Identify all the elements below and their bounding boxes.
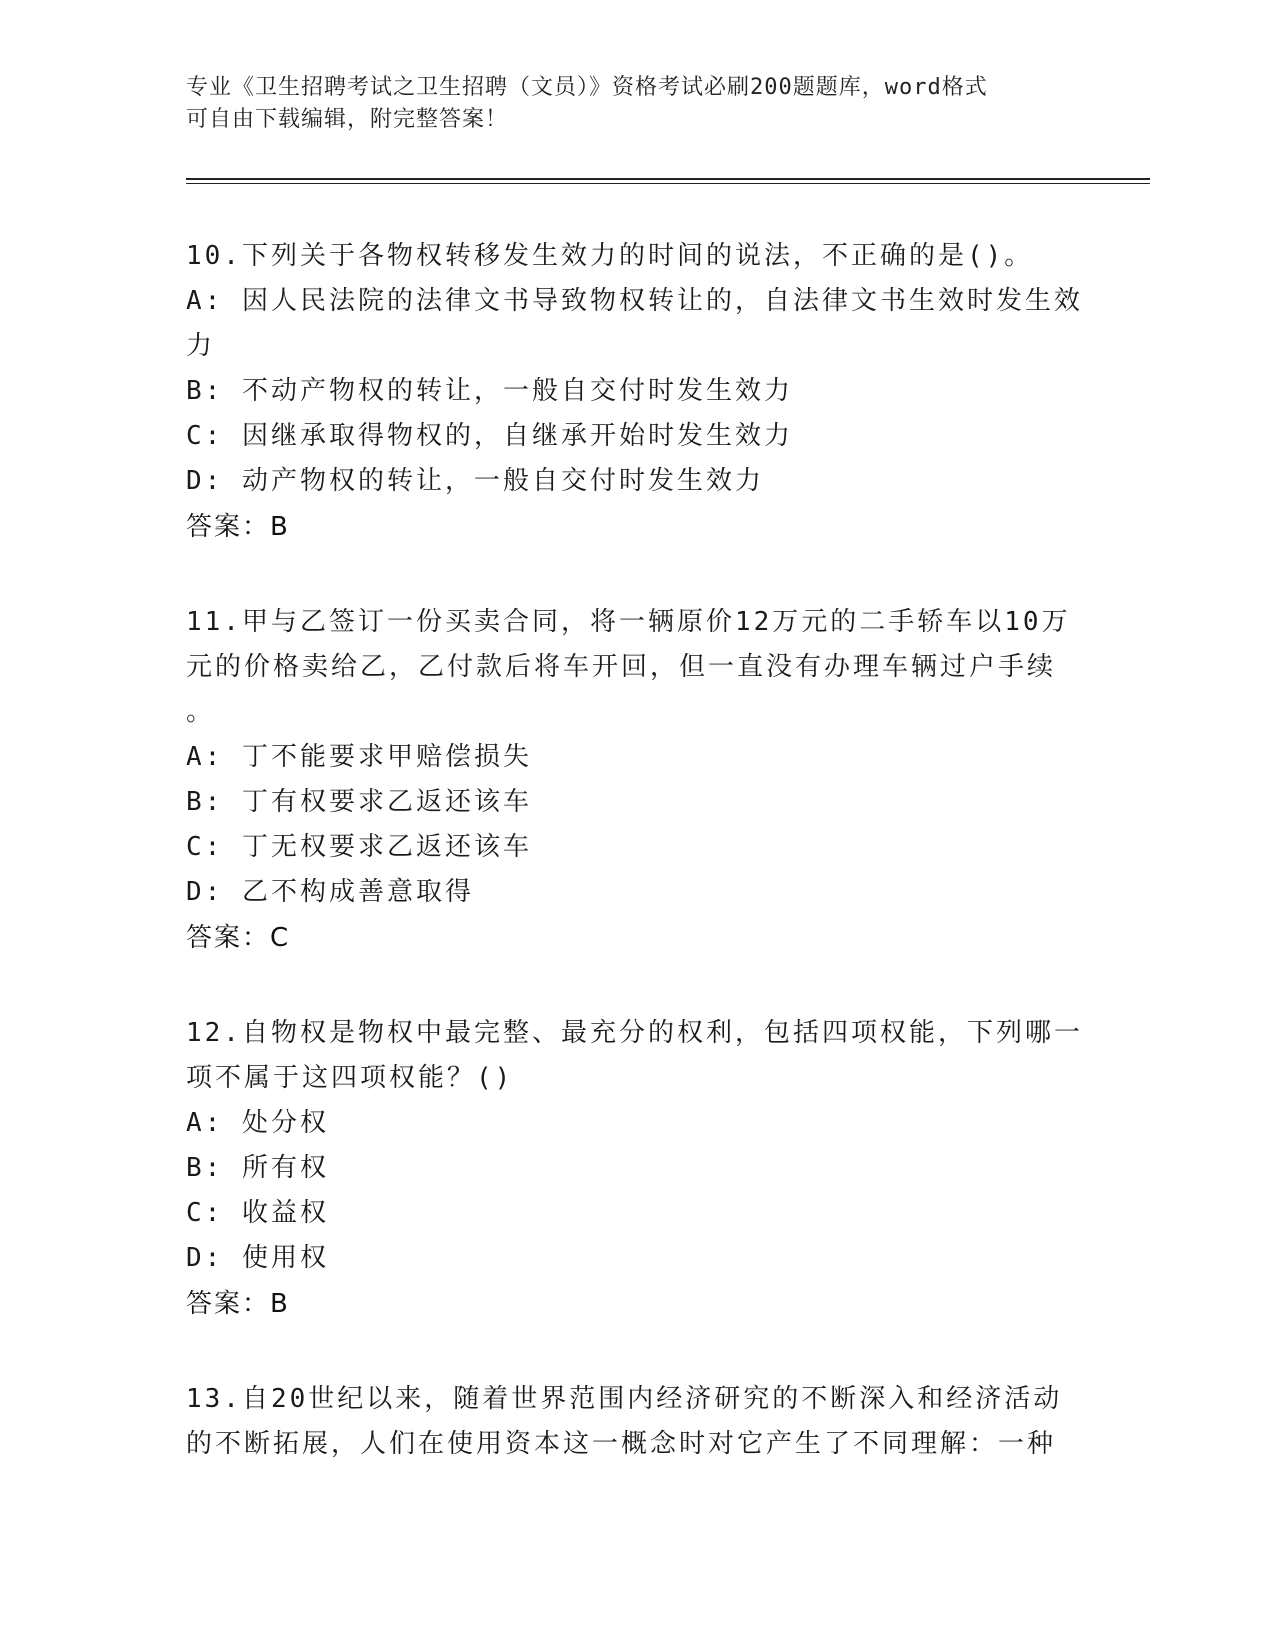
answer-option: D: 乙不构成善意取得	[186, 877, 474, 907]
answer-option: C: 因继承取得物权的，自继承开始时发生效力	[186, 421, 793, 451]
header-divider-thin	[186, 183, 1150, 184]
question-stem-line: 。	[186, 697, 216, 727]
answer-option: C: 收益权	[186, 1198, 329, 1228]
answer-option: B: 丁有权要求乙返还该车	[186, 787, 532, 817]
document-header	[186, 72, 1086, 136]
answer-option: 力	[186, 331, 216, 361]
question-11	[186, 600, 1086, 961]
answer-option: A: 处分权	[186, 1108, 329, 1138]
question-stem-line: 13.自20世纪以来，随着世界范围内经济研究的不断深入和经济活动	[186, 1384, 1063, 1414]
question-10	[186, 234, 1086, 550]
answer-key: 答案：C	[186, 923, 291, 953]
answer-option: B: 不动产物权的转让，一般自交付时发生效力	[186, 376, 793, 406]
header-divider-thick	[186, 178, 1150, 180]
question-list	[186, 234, 1086, 1517]
question-stem-line: 11.甲与乙签订一份买卖合同，将一辆原价12万元的二手轿车以10万	[186, 607, 1071, 637]
answer-option: D: 使用权	[186, 1243, 329, 1273]
header-line-1: 专业《卫生招聘考试之卫生招聘（文员）》资格考试必刷200题题库，word格式	[186, 75, 988, 100]
answer-key: 答案：B	[186, 512, 290, 542]
header-line-2: 可自由下载编辑，附完整答案！	[186, 107, 509, 132]
question-stem-line: 的不断拓展，人们在使用资本这一概念时对它产生了不同理解：一种	[186, 1429, 1057, 1459]
question-stem-line: 元的价格卖给乙，乙付款后将车开回，但一直没有办理车辆过户手续	[186, 652, 1057, 682]
answer-option: D: 动产物权的转让，一般自交付时发生效力	[186, 466, 764, 496]
answer-key: 答案：B	[186, 1289, 290, 1319]
question-13	[186, 1377, 1086, 1467]
question-stem-line: 10.下列关于各物权转移发生效力的时间的说法，不正确的是()。	[186, 241, 1034, 271]
answer-option: B: 所有权	[186, 1153, 329, 1183]
question-12	[186, 1011, 1086, 1327]
answer-option: A: 因人民法院的法律文书导致物权转让的，自法律文书生效时发生效	[186, 286, 1083, 316]
answer-option: A: 丁不能要求甲赔偿损失	[186, 742, 532, 772]
question-stem-line: 项不属于这四项权能？()	[186, 1063, 514, 1093]
answer-option: C: 丁无权要求乙返还该车	[186, 832, 532, 862]
question-stem-line: 12.自物权是物权中最完整、最充分的权利，包括四项权能，下列哪一	[186, 1018, 1083, 1048]
